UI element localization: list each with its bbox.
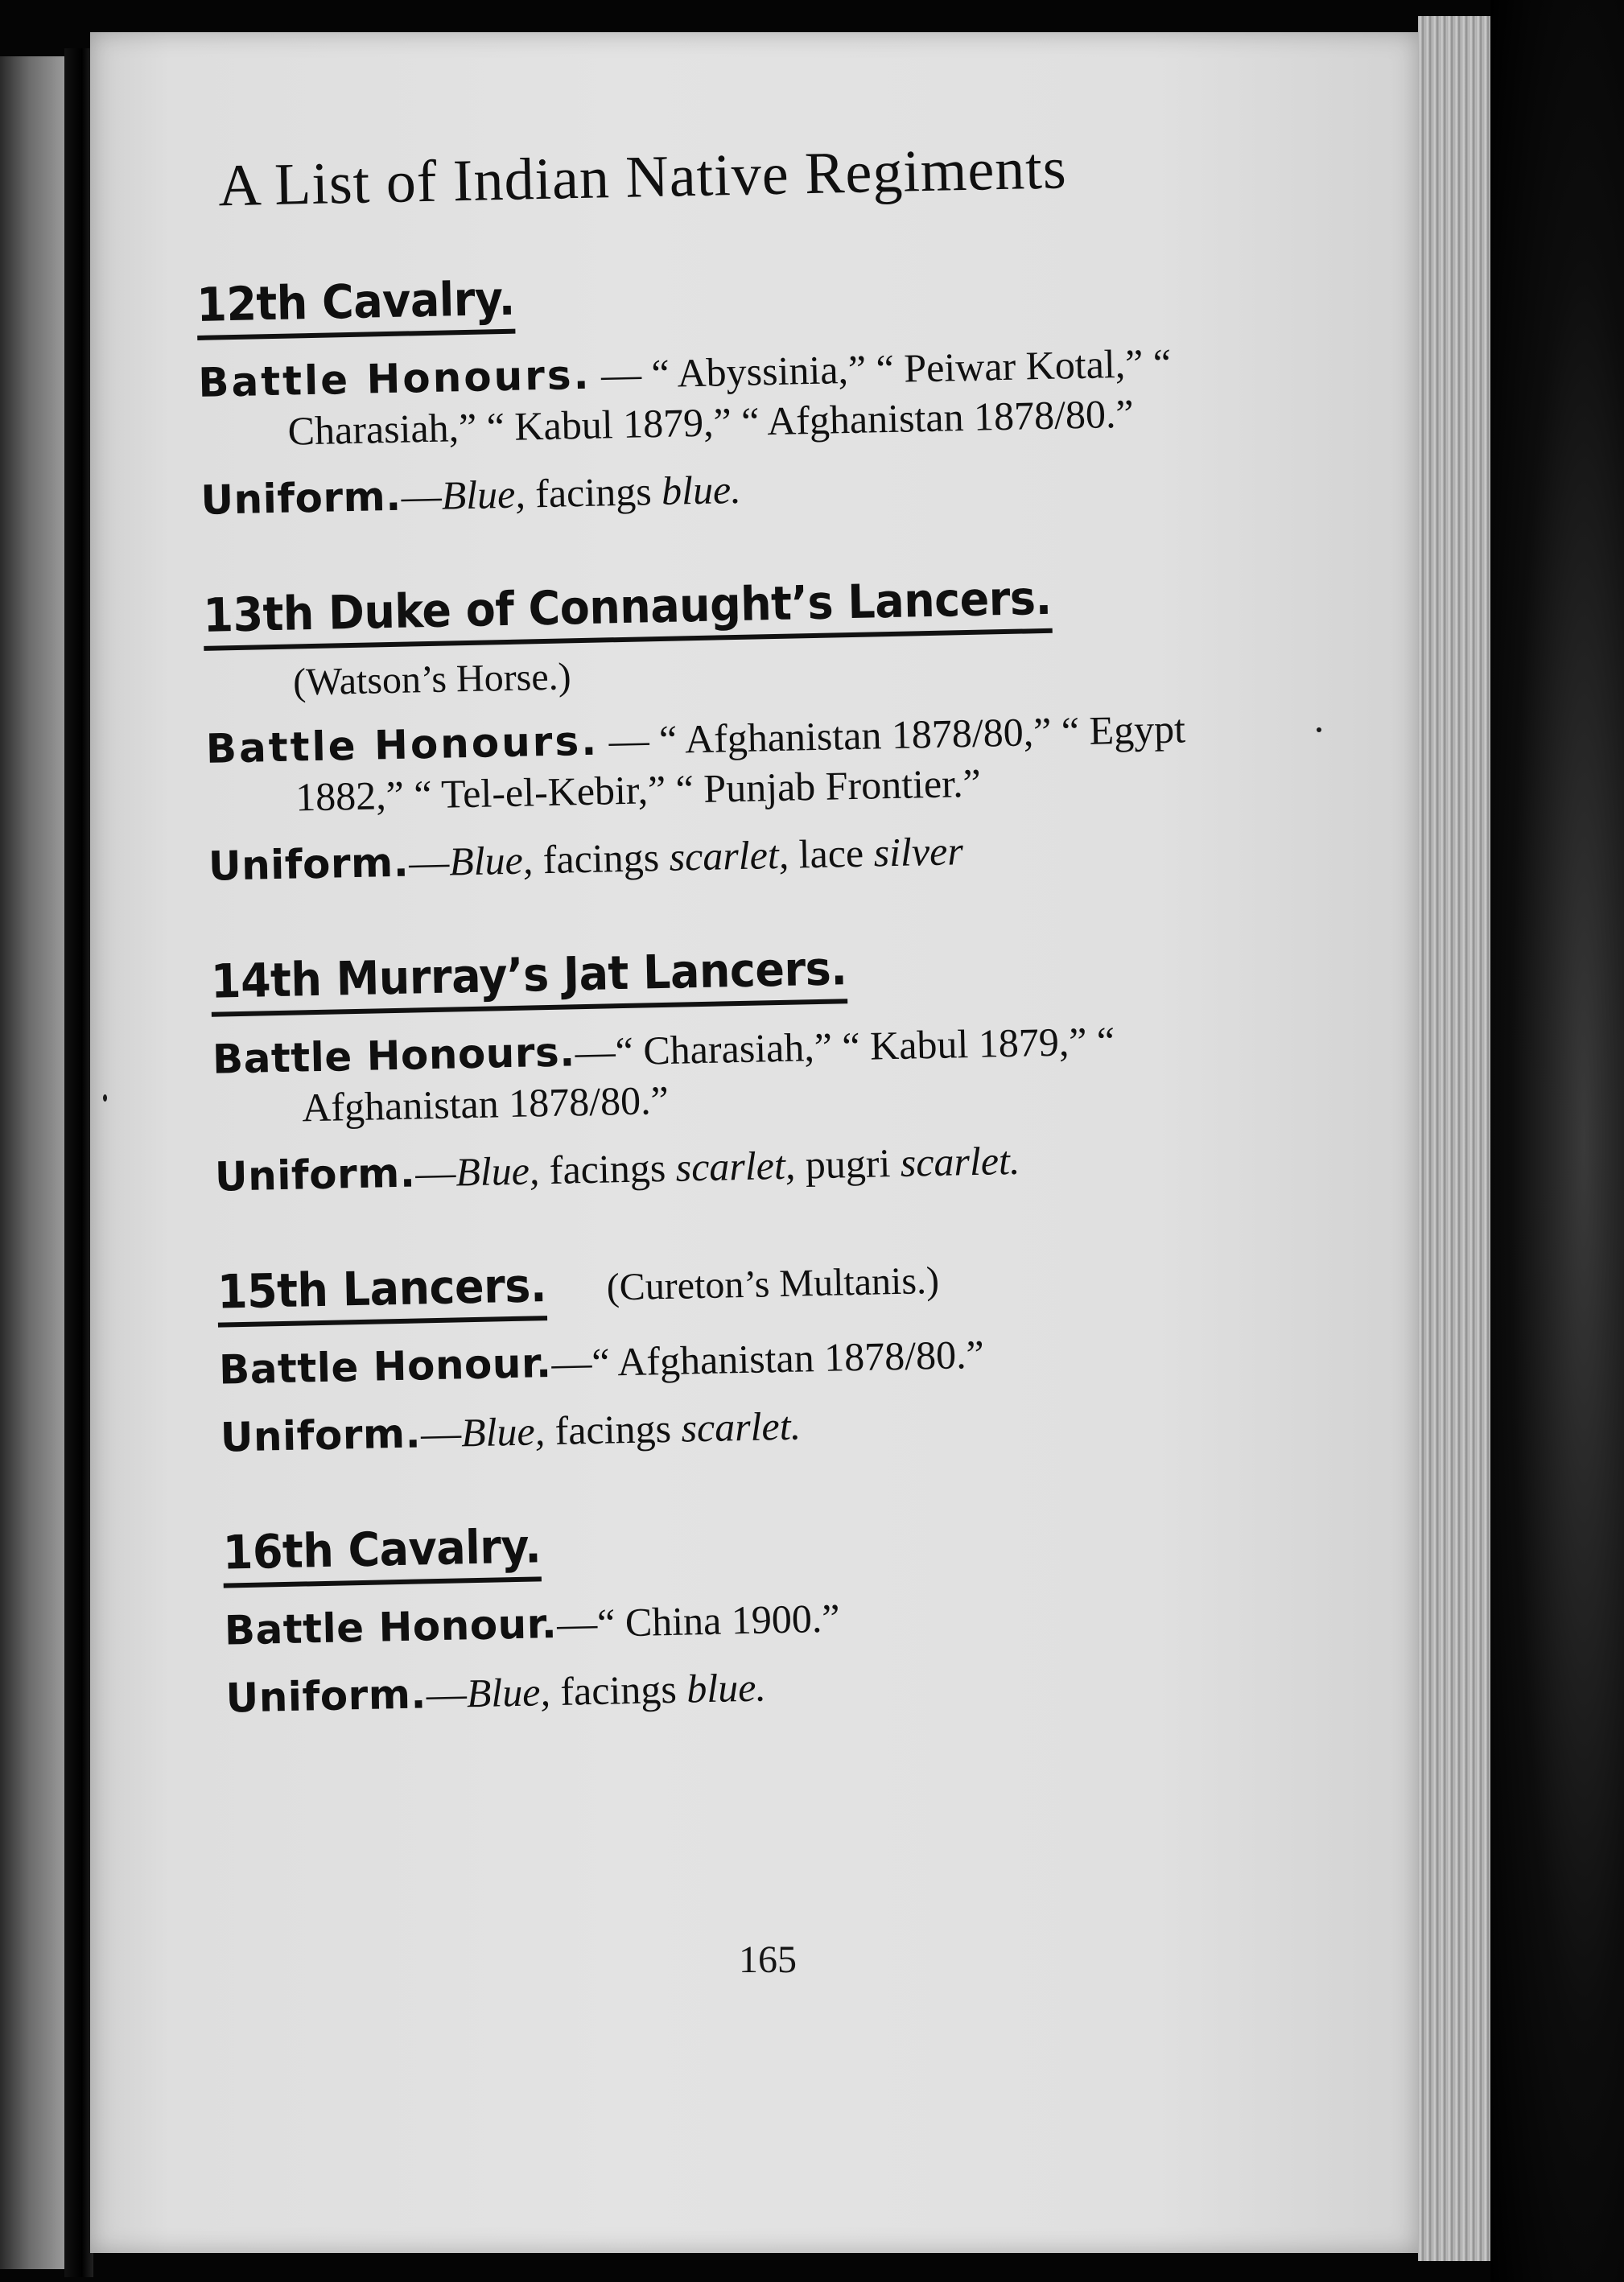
uniform-facings-word: facings — [559, 1666, 678, 1714]
regiment-title: 14th Murray’s Jat Lancers. — [210, 941, 847, 1017]
battle-honours-text: — “ Abyssinia,” “ Peiwar Kotal,” “ Charasiah,” “ Kabul 1879,” “ Afghanistan 1878/80.” — [287, 340, 1172, 454]
uniform: Uniform.—Blue, facings scarlet, lace silver — [208, 828, 964, 890]
running-head: A List of Indian Native Regiments — [217, 135, 1068, 220]
page-number: 165 — [739, 1938, 797, 1981]
uniform-facings: scarlet. — [680, 1403, 802, 1451]
battle-honours — [218, 1323, 1265, 1394]
page-text — [193, 115, 1274, 1786]
dust-speck — [1317, 727, 1321, 732]
regiment-title: 13th Duke of Connaught’s Lancers. — [203, 570, 1053, 651]
battle-honours-text: —“ China 1900.” — [556, 1595, 841, 1646]
uniform-facings: blue. — [661, 466, 742, 513]
regiment-entry — [203, 566, 1255, 892]
uniform-facings: scarlet, — [669, 831, 789, 879]
battle-honours — [198, 336, 1246, 458]
uniform: Uniform.—Blue, facings scarlet. — [220, 1403, 802, 1461]
dust-speck — [103, 1094, 107, 1102]
uniform: Uniform.—Blue, facings blue. — [225, 1664, 767, 1722]
uniform-facings: scarlet, — [675, 1142, 796, 1190]
uniform-label: Uniform. — [225, 1670, 427, 1722]
battle-honours-text: —“ Charasiah,” “ Kabul 1879,” “ Afghanistan 1878/80.” — [301, 1018, 1115, 1131]
battle-honours-label: Battle Honours. — [197, 351, 592, 406]
regiment-title: 15th Lancers. — [216, 1258, 546, 1328]
uniform-extra-word: pugri — [805, 1140, 891, 1188]
battle-honours — [212, 1013, 1259, 1135]
regiment-entry — [222, 1503, 1272, 1723]
uniform-facings-word: facings — [542, 834, 660, 883]
page-stack-edge — [1418, 16, 1498, 2261]
uniform-colour: Blue, — [466, 1669, 551, 1716]
background-shadow — [1490, 0, 1624, 2282]
uniform-extra: silver — [873, 828, 964, 875]
uniform-colour: Blue, — [448, 837, 534, 884]
battle-honours-label: Battle Honours. — [212, 1028, 576, 1083]
uniform-label: Uniform. — [220, 1410, 422, 1461]
regiment-entry — [196, 256, 1247, 525]
uniform-colour: Blue, — [460, 1408, 546, 1456]
uniform-facings: blue. — [686, 1664, 767, 1712]
regiment-subtitle: (Cureton’s Multanis.) — [606, 1258, 940, 1309]
uniform-facings-word: facings — [554, 1405, 672, 1453]
regiment-title: 12th Cavalry. — [196, 271, 516, 340]
battle-honours-label: Battle Honours. — [205, 717, 600, 772]
battle-honours-label: Battle Honour. — [218, 1340, 552, 1394]
uniform-extra: scarlet. — [900, 1137, 1020, 1185]
uniform-colour: Blue, — [441, 471, 526, 518]
battle-honours-text: —“ Afghanistan 1878/80.” — [550, 1331, 985, 1386]
uniform-colour: Blue, — [455, 1147, 540, 1195]
uniform-label: Uniform. — [208, 838, 410, 890]
battle-honours — [205, 702, 1253, 824]
uniform-extra-word: lace — [798, 830, 864, 877]
regiment-entry — [216, 1242, 1267, 1462]
regiment-note: (Watson’s Horse.) — [292, 655, 572, 704]
uniform-facings-word: facings — [534, 468, 653, 517]
uniform: Uniform.—Blue, facings blue. — [200, 466, 742, 524]
uniform: Uniform.—Blue, facings scarlet, pugri scarlet. — [214, 1137, 1020, 1201]
uniform-label: Uniform. — [200, 472, 402, 524]
battle-honours — [224, 1584, 1271, 1655]
left-page-edge — [0, 56, 64, 2269]
regiment-title: 16th Cavalry. — [222, 1518, 542, 1588]
uniform-label: Uniform. — [214, 1149, 416, 1201]
battle-honours-label: Battle Honour. — [224, 1600, 558, 1654]
book-gutter — [64, 48, 93, 2277]
regiment-entry — [210, 933, 1261, 1202]
battle-honours-text: — “ Afghanistan 1878/80,” “ Egypt 1882,” “ Tel-el-Kebir,” “ Punjab Frontier.” — [295, 706, 1186, 820]
uniform-facings-word: facings — [549, 1144, 666, 1193]
